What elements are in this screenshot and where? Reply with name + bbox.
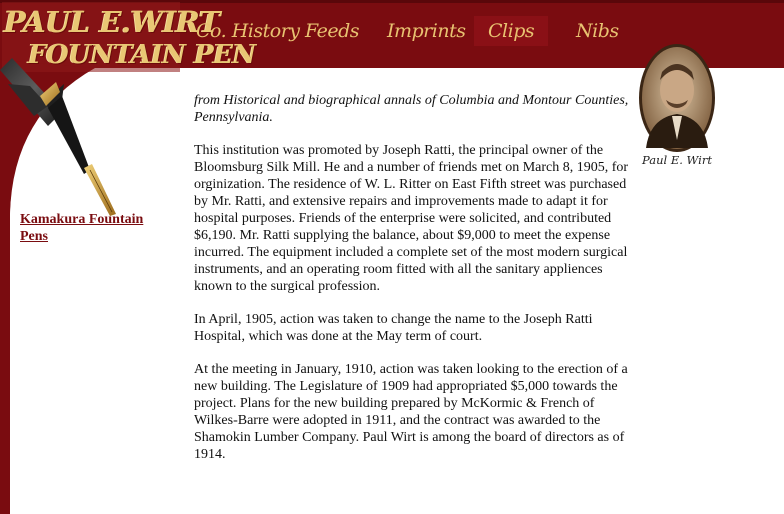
- nav-feeds[interactable]: Feeds: [305, 20, 360, 42]
- paragraph-1: This institution was promoted by Joseph Ratti, the principal owner of the Bloomsburg Silk Mill. He and a number of friends met on March 8, 1905, for orginization. The residence of W. L. Ritter on East Fifth street was purchased by Mr. Ratti, and extensive repairs and improvements made to adapt it for hospital purposes. Friends of the enterprise were solicited, and contributed $6,190. Mr. Ratti supplying the balance, about $9,000 to meet the expense incurred. The equipment included a complete set of the most modern surgical instruments, and an operating room fitted with all the sanitary appliences known to the surgical profession.: [194, 143, 629, 294]
- paragraph-2: In April, 1905, action was taken to change the name to the Joseph Ratti Hospital, which was done at the May term of court.: [194, 312, 593, 344]
- portrait-caption: Paul E. Wirt: [642, 153, 712, 167]
- kamakura-fountain-pens-link[interactable]: Kamakura Fountain Pens: [20, 212, 144, 244]
- nav-clips[interactable]: Clips: [474, 16, 548, 46]
- portrait-image: [639, 44, 715, 152]
- main-content: [194, 92, 636, 479]
- logo-line2[interactable]: FOUNTAIN PEN: [28, 40, 256, 70]
- nav-imprints[interactable]: Imprints: [387, 20, 466, 42]
- nav-nibs[interactable]: Nibs: [576, 20, 619, 42]
- source-citation: from Historical and biographical annals of Columbia and Montour Counties, Pennsylvania.: [194, 93, 629, 125]
- paragraph-3: At the meeting in January, 1910, action was taken looking to the erection of a new building. The Legislature of 1909 had appropriated $5,000 towards the project. Plans for the new building prepared by McKormic & French of Wilkes-Barre were adopted in 1911, and the contract was awarded to the Shamokin Lumber Company. Paul Wirt is among the board of directors as of 1914.: [194, 362, 628, 462]
- logo-line1[interactable]: PAUL E.WIRT: [4, 5, 220, 39]
- nav-co-history[interactable]: Co. History: [196, 20, 300, 42]
